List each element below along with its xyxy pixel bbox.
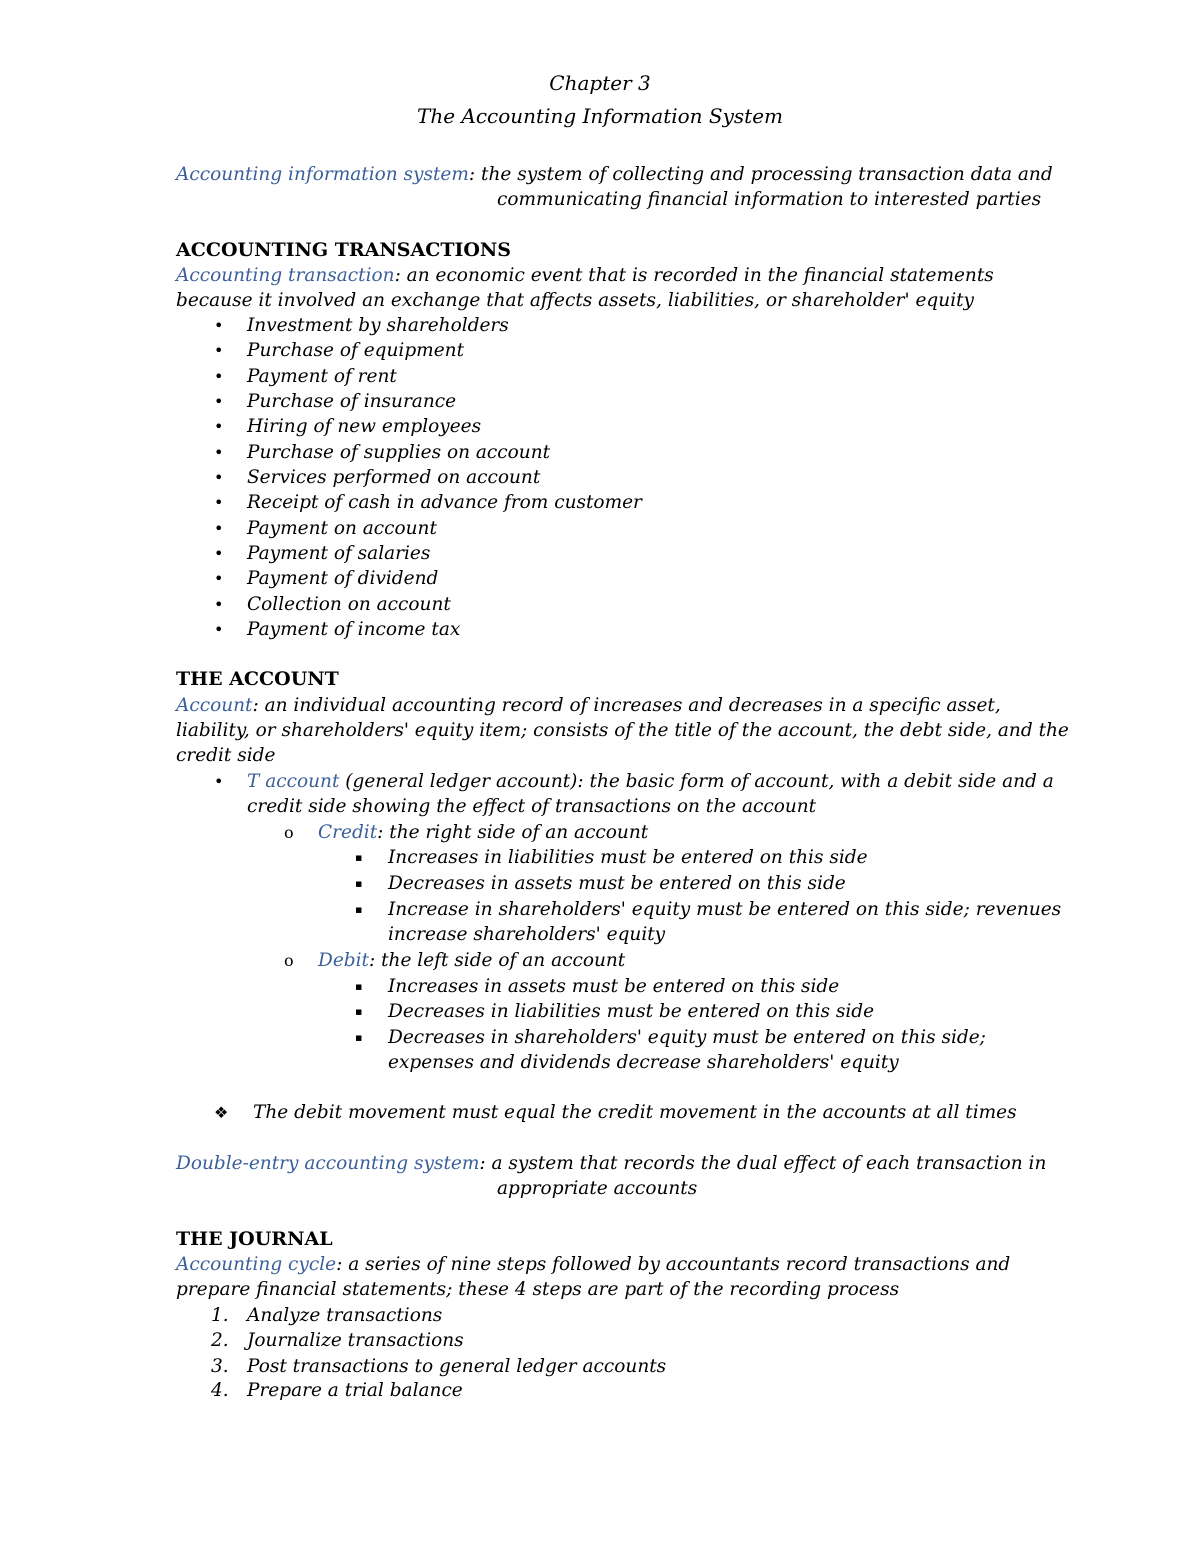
list-item: Payment of dividend [247,568,439,589]
list-item: Increase in shareholders' equity must be entered on this side; revenues [388,899,1062,920]
list-item: Hiring of new employees [247,416,482,437]
list-item: Payment of salaries [247,543,431,564]
definition-text: : a series of nine steps followed by accountants record transactions and [336,1254,1011,1275]
definition-text: : the left side of an account [368,950,626,971]
list-item: Purchase of equipment [247,340,465,361]
transaction-definition [176,263,994,288]
bullet-icon: • [214,595,224,614]
bullet-icon: • [214,367,224,386]
t-account-definition [247,769,1054,794]
definition-term: Credit [318,822,378,843]
definition-term: T account [247,771,340,792]
circle-bullet-icon: o [284,951,294,970]
definition-term: Accounting cycle [176,1254,337,1275]
list-item: Post transactions to general ledger accounts [247,1356,667,1377]
definition-text: : the right side of an account [377,822,649,843]
definition-text: : the system of collecting and processing transaction data and [468,164,1053,185]
bullet-icon: • [214,417,224,436]
bullet-icon: • [214,493,224,512]
definition-term: Accounting information system [176,164,469,185]
list-item: Payment on account [247,518,437,539]
bullet-icon: • [214,443,224,462]
diamond-bullet-icon: ❖ [214,1103,229,1122]
double-entry-definition-cont: appropriate accounts [497,1178,698,1199]
definition-term: Debit [318,950,369,971]
double-entry-definition [176,1151,1046,1176]
debit-definition [318,948,625,973]
list-item: Receipt of cash in advance from customer [247,492,642,513]
square-bullet-icon: ▪ [355,903,363,916]
step-number: 3. [211,1356,229,1377]
chapter-label: Chapter 3 [549,71,651,95]
list-item: Increases in assets must be entered on this side [388,976,840,997]
intro-definition-cont: communicating financial information to interested parties [497,189,1042,210]
list-item: Analyze transactions [247,1305,443,1326]
list-item: Payment of rent [247,366,397,387]
bullet-icon: • [214,519,224,538]
list-item: Decreases in liabilities must be entered on this side [388,1001,875,1022]
list-item: Services performed on account [247,467,541,488]
list-item: Decreases in shareholders' equity must be entered on this side; [388,1027,986,1048]
bullet-icon: • [214,772,224,791]
list-item: Journalize transactions [247,1330,464,1351]
account-definition-cont: credit side [176,745,276,766]
bullet-icon: • [214,392,224,411]
square-bullet-icon: ▪ [355,851,363,864]
transaction-definition-cont: because it involved an exchange that affects assets, liabilities, or shareholder' equity [176,290,974,311]
square-bullet-icon: ▪ [355,1031,363,1044]
bullet-icon: • [214,544,224,563]
section-heading-transactions: ACCOUNTING TRANSACTIONS [176,239,511,261]
list-item-cont: increase shareholders' equity [388,924,666,945]
step-number: 4. [211,1380,229,1401]
balance-rule: The debit movement must equal the credit movement in the accounts at all times [253,1102,1017,1123]
list-item: Investment by shareholders [247,315,509,336]
list-item: Increases in liabilities must be entered on this side [388,847,868,868]
credit-definition [318,820,648,845]
square-bullet-icon: ▪ [355,1005,363,1018]
list-item: Collection on account [247,594,451,615]
definition-text: : a system that records the dual effect of each transaction in [479,1153,1047,1174]
chapter-title: The Accounting Information System [416,104,784,128]
list-item: Prepare a trial balance [247,1380,463,1401]
definition-text: (general ledger account): the basic form of account, with a debit side and a [339,771,1054,792]
definition-text: : an economic event that is recorded in the financial statements [394,265,994,286]
step-number: 2. [211,1330,229,1351]
circle-bullet-icon: o [284,823,294,842]
bullet-icon: • [214,316,224,335]
list-item: Payment of income tax [247,619,461,640]
account-definition-cont: liability, or shareholders' equity item; consists of the title of the account, the debt side, and the [176,720,1069,741]
section-heading-journal: THE JOURNAL [176,1228,333,1250]
cycle-definition [176,1252,1010,1277]
bullet-icon: • [214,341,224,360]
definition-term: Double-entry accounting system [176,1153,480,1174]
intro-definition [176,162,1053,187]
bullet-icon: • [214,569,224,588]
square-bullet-icon: ▪ [355,980,363,993]
t-account-definition-cont: credit side showing the effect of transactions on the account [247,796,817,817]
account-definition [176,693,1001,718]
definition-term: Account [176,695,253,716]
bullet-icon: • [214,468,224,487]
definition-term: Accounting transaction [176,265,395,286]
list-item: Purchase of supplies on account [247,442,551,463]
section-heading-account: THE ACCOUNT [176,668,339,690]
square-bullet-icon: ▪ [355,877,363,890]
bullet-icon: • [214,620,224,639]
list-item: Purchase of insurance [247,391,457,412]
cycle-definition-cont: prepare financial statements; these 4 steps are part of the recording process [176,1279,900,1300]
definition-text: : an individual accounting record of increases and decreases in a specific asset, [252,695,1001,716]
step-number: 1. [211,1305,229,1326]
list-item: Decreases in assets must be entered on this side [388,873,846,894]
list-item-cont: expenses and dividends decrease shareholders' equity [388,1052,899,1073]
